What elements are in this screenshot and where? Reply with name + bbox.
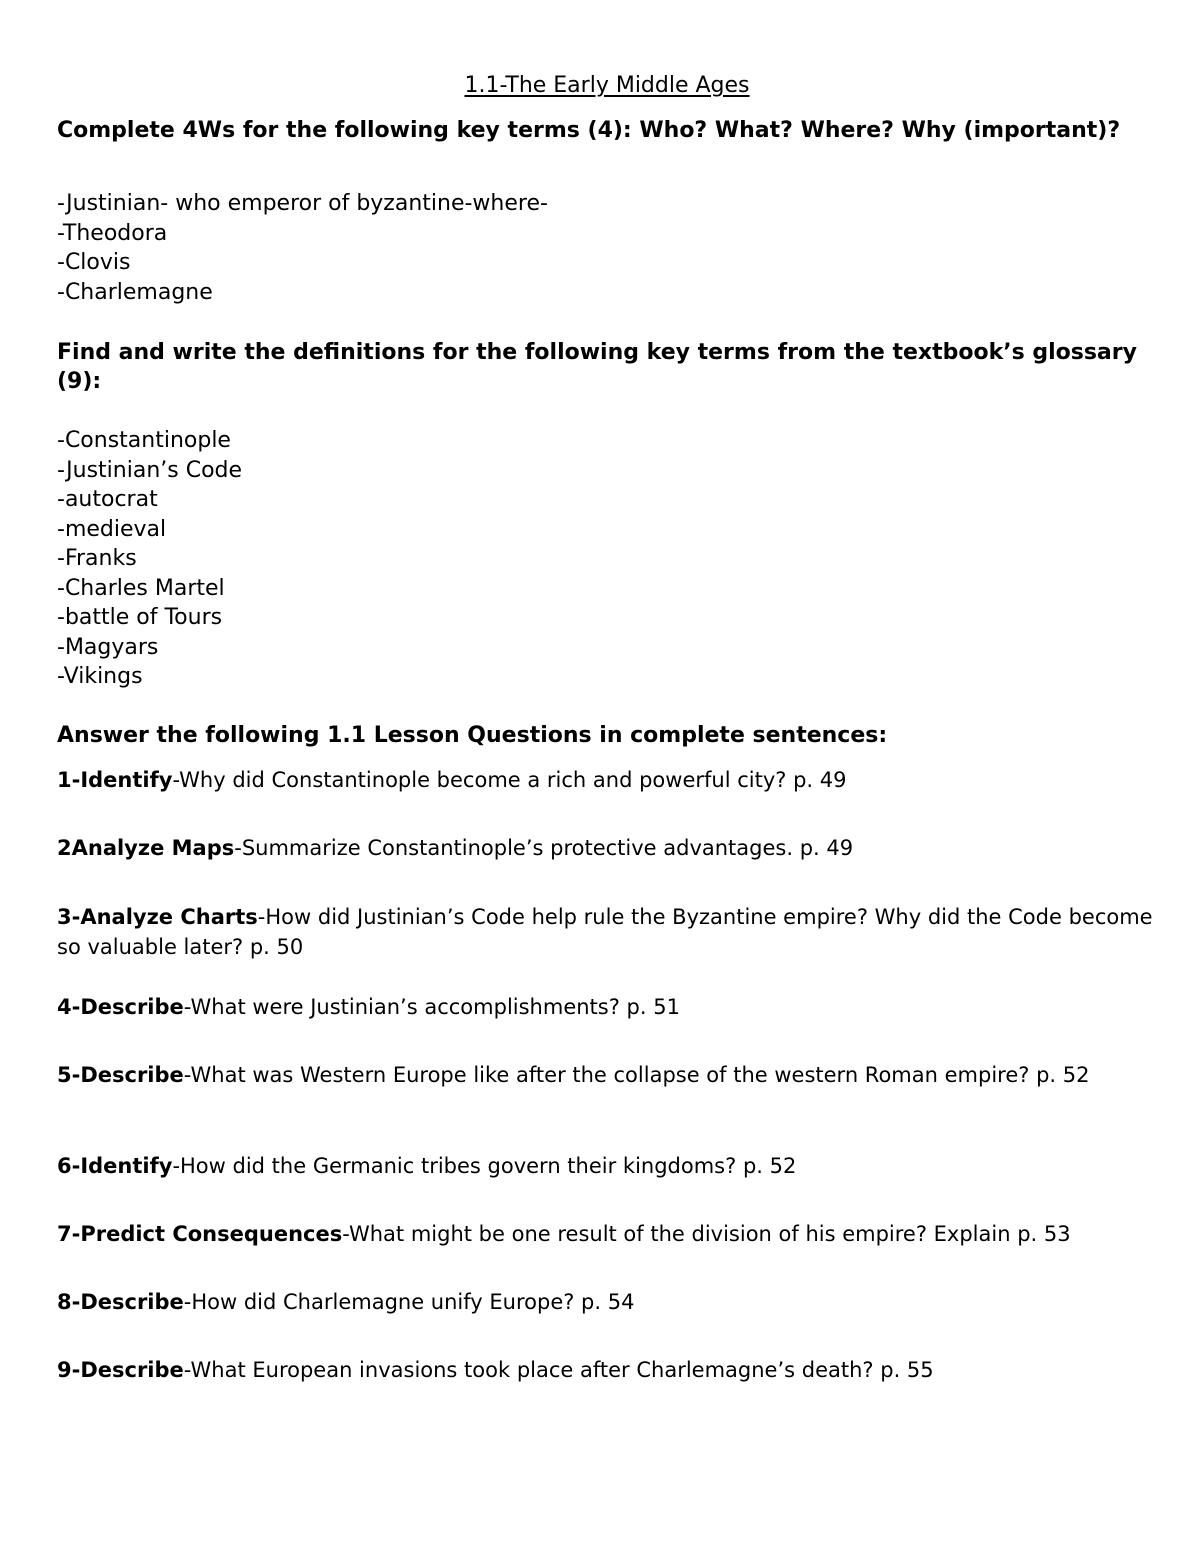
question-label: 6-Identify [57,1154,173,1178]
list-item: -autocrat [57,487,158,512]
question-label: 5-Describe [57,1063,184,1087]
lesson-question [57,1219,1157,1249]
lesson-question [57,765,1157,795]
list-item: -battle of Tours [57,605,223,630]
question-text: -What was Western Europe like after the collapse of the western Roman empire? p. 52 [183,1063,1090,1087]
page-title: 1.1-The Early Middle Ages [464,73,750,98]
question-label: 8-Describe [57,1290,184,1314]
question-label: 3-Analyze Charts [57,905,258,929]
question-text: -What might be one result of the division of his empire? Explain p. 53 [342,1222,1071,1246]
lesson-question [57,1287,1157,1317]
question-label: 1-Identify [57,768,173,792]
question-text: -How did Justinian’s Code help rule the Byzantine empire? Why did the Code become so valuable later? p. 50 [57,905,1153,959]
question-text: -How did the Germanic tribes govern their kingdoms? p. 52 [172,1154,797,1178]
question-text: -What were Justinian’s accomplishments? p. 51 [183,995,680,1019]
list-item: -Vikings [57,664,143,689]
question-label: 4-Describe [57,995,184,1019]
lesson-question [57,992,1157,1022]
question-label: 7-Predict Consequences [57,1222,343,1246]
key-terms-4ws-list [57,189,1157,307]
list-item: -Justinian’s Code [57,457,243,483]
list-item: -Franks [57,546,137,571]
list-item: -Justinian- who emperor of byzantine-where- [57,191,548,216]
list-item: -Charlemagne [57,279,213,305]
list-item: -Magyars [57,634,159,660]
question-text: -Summarize Constantinople’s protective advantages. p. 49 [234,836,854,860]
section-heading-lesson-questions: Answer the following 1.1 Lesson Questions in complete sentences: [57,723,888,748]
lesson-question [57,1060,1157,1090]
section-heading-definitions: Find and write the definitions for the following key terms from the textbook’s glossary (9): [57,340,1137,394]
list-item: -Constantinople [57,428,231,453]
question-label: 9-Describe [57,1358,184,1382]
question-text: -Why did Constantinople become a rich and powerful city? p. 49 [172,768,847,792]
key-terms-definitions-list [57,426,1157,692]
lesson-question [57,833,1157,863]
lesson-question [57,902,1157,962]
question-text: -How did Charlemagne unify Europe? p. 54 [183,1290,635,1314]
list-item: -Clovis [57,250,131,275]
lesson-question [57,1355,1157,1385]
list-item: -Theodora [57,220,168,246]
lesson-question [57,1151,1157,1181]
section-heading-4ws: Complete 4Ws for the following key terms (4): Who? What? Where? Why (important)? [57,118,1121,143]
list-item: -medieval [57,516,167,542]
question-text: -What European invasions took place after Charlemagne’s death? p. 55 [183,1358,934,1382]
question-label: 2Analyze Maps [57,836,235,860]
list-item: -Charles Martel [57,575,225,601]
